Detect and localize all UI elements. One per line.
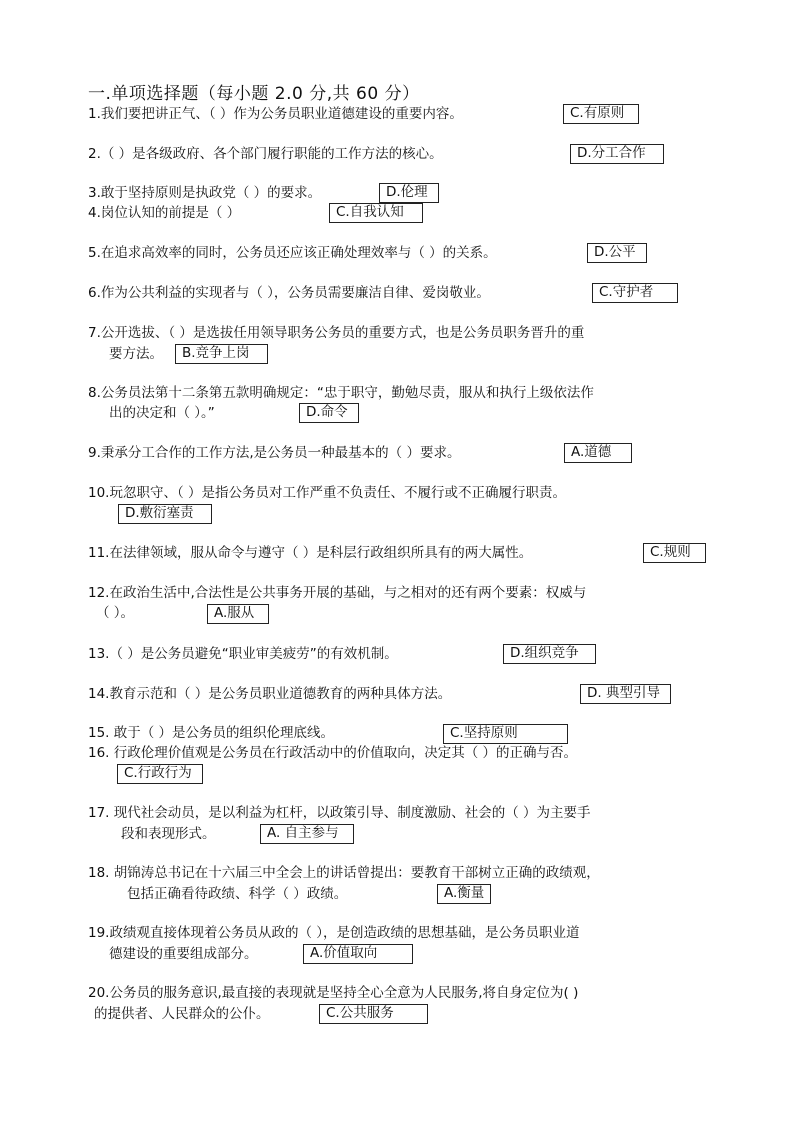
question-15-answer: C.坚持原则 xyxy=(443,724,568,744)
question-9-text: 9.秉承分工合作的工作方法,是公务员一种最基本的（ ）要求。 xyxy=(88,445,461,461)
question-19-answer: A.价值取向 xyxy=(303,944,413,964)
question-12-text: 12.在政治生活中,合法性是公共事务开展的基础，与之相对的还有两个要素：权威与 xyxy=(88,585,587,601)
question-19-text-line2: 德建设的重要组成部分。 xyxy=(109,946,258,962)
question-13-answer: D.组织竞争 xyxy=(503,644,596,664)
question-11-text: 11.在法律领域，服从命令与遵守（ ）是科层行政组织所具有的两大属性。 xyxy=(88,545,533,561)
question-20-text-line2: 的提供者、人民群众的公仆。 xyxy=(94,1006,270,1022)
question-8-answer: D.命令 xyxy=(299,403,359,423)
question-17-answer: A. 自主参与 xyxy=(260,824,354,844)
question-13-text: 13.（ ）是公务员避免“职业审美疲劳”的有效机制。 xyxy=(88,646,398,662)
question-18-text-line2: 包括正确看待政绩、科学（ ）政绩。 xyxy=(127,886,348,902)
question-8-text: 8.公务员法第十二条第五款明确规定：“忠于职守，勤勉尽责，服从和执行上级依法作 xyxy=(88,385,594,401)
question-16-answer: C.行政行为 xyxy=(117,764,203,784)
question-5-answer: D.公平 xyxy=(587,243,647,263)
section-title: 一.单项选择题（每小题 2.0 分,共 60 分） xyxy=(88,84,420,104)
question-18-text: 18. 胡锦涛总书记在十六届三中全会上的讲话曾提出：要教育干部树立正确的政绩观， xyxy=(88,865,600,881)
question-7-text-line2: 要方法。 xyxy=(109,346,163,362)
question-1-text: 1.我们要把讲正气、（ ）作为公务员职业道德建设的重要内容。 xyxy=(88,106,463,122)
question-14-answer: D. 典型引导 xyxy=(580,684,671,704)
question-1-answer: C.有原则 xyxy=(563,104,639,124)
question-6-text: 6.作为公共利益的实现者与（ ），公务员需要廉洁自律、爱岗敬业。 xyxy=(88,285,490,301)
question-3-text: 3.敢于坚持原则是执政党（ ）的要求。 xyxy=(88,185,322,201)
question-7-answer: B.竞争上岗 xyxy=(175,344,268,364)
question-20-answer: C.公共服务 xyxy=(319,1004,428,1024)
question-16-text: 16. 行政伦理价值观是公务员在行政活动中的价值取向，决定其（ ）的正确与否。 xyxy=(88,745,578,761)
question-14-text: 14.教育示范和（ ）是公务员职业道德教育的两种具体方法。 xyxy=(88,686,452,702)
question-9-answer: A.道德 xyxy=(564,443,632,463)
question-8-text-line2: 出的决定和（ ）。” xyxy=(109,405,215,421)
question-17-text-line2: 段和表现形式。 xyxy=(121,826,216,842)
question-2-text: 2.（ ）是各级政府、各个部门履行职能的工作方法的核心。 xyxy=(88,146,443,162)
question-4-answer: C.自我认知 xyxy=(329,203,423,223)
question-3-answer: D.伦理 xyxy=(379,183,439,203)
question-10-text: 10.玩忽职守、（ ）是指公务员对工作严重不负责任、不履行或不正确履行职责。 xyxy=(88,485,567,501)
question-5-text: 5.在追求高效率的同时，公务员还应该正确处理效率与（ ）的关系。 xyxy=(88,245,497,261)
question-15-text: 15. 敢于（ ）是公务员的组织伦理底线。 xyxy=(88,725,335,741)
question-6-answer: C.守护者 xyxy=(592,283,678,303)
question-19-text: 19.政绩观直接体现着公务员从政的（ ），是创造政绩的思想基础，是公务员职业道 xyxy=(88,925,580,941)
question-12-text-line2: （ ）。 xyxy=(96,605,135,621)
question-17-text: 17. 现代社会动员，是以利益为杠杆，以政策引导、制度激励、社会的（ ）为主要手 xyxy=(88,805,591,821)
question-20-text: 20.公务员的服务意识,最直接的表现就是坚持全心全意为人民服务,将自身定位为( ) xyxy=(88,985,579,1001)
question-18-answer: A.衡量 xyxy=(437,884,491,904)
question-10-answer: D.敷衍塞责 xyxy=(118,504,212,524)
question-7-text: 7.公开选拔、（ ）是选拔任用领导职务公务员的重要方式，也是公务员职务晋升的重 xyxy=(88,325,585,341)
question-11-answer: C.规则 xyxy=(643,543,706,563)
question-2-answer: D.分工合作 xyxy=(570,144,664,164)
question-12-answer: A.服从 xyxy=(207,604,269,624)
question-4-text: 4.岗位认知的前提是（ ） xyxy=(88,205,241,221)
